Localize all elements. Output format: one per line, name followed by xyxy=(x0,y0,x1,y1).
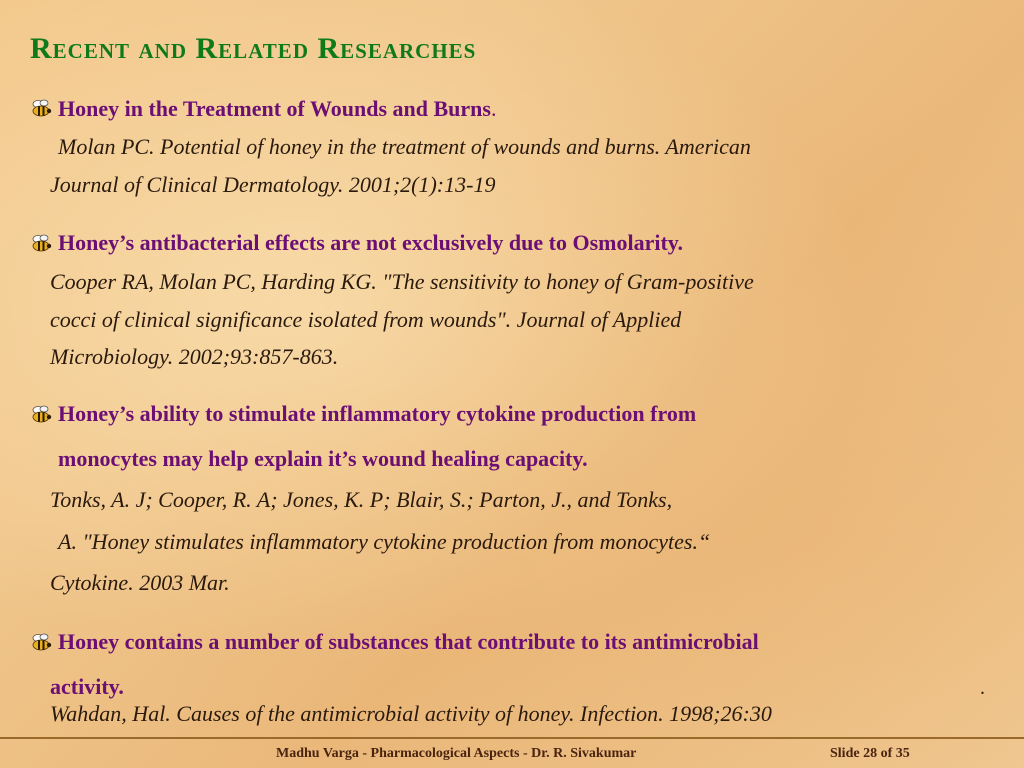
item-4-heading-line-1: Honey contains a number of substances that contribute to its antimicrobial xyxy=(58,629,759,654)
item-3-heading-line-2: monocytes may help explain it’s wound healing capacity. xyxy=(58,446,588,471)
item-3-ref-line-2: A. "Honey stimulates inflammatory cytokine production from monocytes.“ xyxy=(58,529,711,554)
item-4-heading-line-2: activity. xyxy=(50,674,124,699)
item-3-ref-line-3: Cytokine. 2003 Mar. xyxy=(50,570,230,595)
item-4-ref-line-1: Wahdan, Hal. Causes of the antimicrobial activity of honey. Infection. 1998;26:30 xyxy=(50,701,772,726)
item-1-ref-line-1: Molan PC. Potential of honey in the treatment of wounds and burns. American xyxy=(58,134,751,159)
item-1-heading: Honey in the Treatment of Wounds and Burns. xyxy=(58,96,497,121)
footer-slide-number: Slide 28 of 35 xyxy=(830,746,910,761)
footer-divider xyxy=(0,737,1024,739)
slide-title: Recent and Related Researches xyxy=(30,32,477,65)
item-1-ref-line-2: Journal of Clinical Dermatology. 2001;2(1):13-19 xyxy=(50,172,496,197)
bee-bullet-icon xyxy=(30,233,52,253)
item-3-ref-line-1: Tonks, A. J; Cooper, R. A; Jones, K. P; Blair, S.; Parton, J., and Tonks, xyxy=(50,487,673,512)
trailing-mark: . xyxy=(980,677,985,699)
item-3-heading-line-1: Honey’s ability to stimulate inflammatory cytokine production from xyxy=(58,401,697,426)
item-2-ref-line-1: Cooper RA, Molan PC, Harding KG. "The sensitivity to honey of Gram-positive xyxy=(50,269,754,294)
item-2-heading: Honey’s antibacterial effects are not exclusively due to Osmolarity. xyxy=(58,230,684,255)
bee-bullet-icon xyxy=(30,98,52,118)
item-2-ref-line-2: cocci of clinical significance isolated from wounds". Journal of Applied xyxy=(50,307,682,332)
bee-bullet-icon xyxy=(30,404,52,424)
footer-presentation-title: Madhu Varga - Pharmacological Aspects - Dr. R. Sivakumar xyxy=(276,746,637,761)
item-2-ref-line-3: Microbiology. 2002;93:857-863. xyxy=(50,344,339,369)
bee-bullet-icon xyxy=(30,632,52,652)
